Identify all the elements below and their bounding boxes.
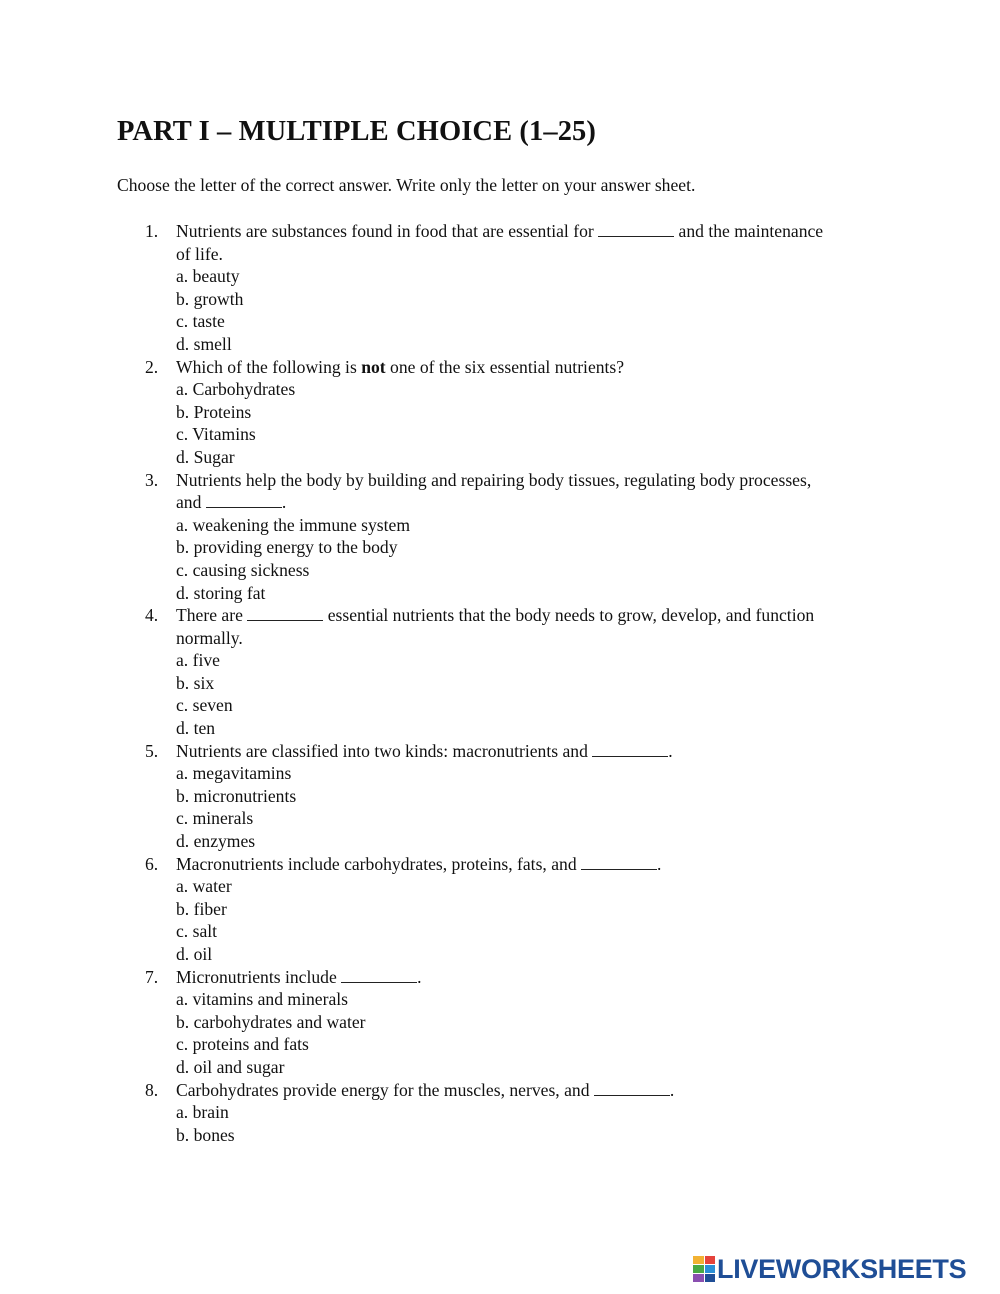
liveworksheets-logo-icon — [693, 1256, 715, 1282]
answer-blank — [247, 605, 323, 621]
answer-option: b. growth — [176, 288, 244, 309]
answer-option: d. smell — [176, 333, 232, 354]
answer-blank — [581, 854, 657, 870]
answer-option: a. brain — [176, 1102, 229, 1123]
answer-option: d. oil — [176, 944, 213, 964]
question-text-part: Carbohydrates provide energy for the muscles, nerves, and — [176, 1079, 594, 1100]
question-number: 3. — [145, 469, 159, 490]
question-text-part: . — [281, 492, 287, 513]
instructions: Choose the letter of the correct answer. Write only the letter on your answer sheet. — [117, 175, 696, 195]
answer-option: b. bones — [176, 1124, 235, 1145]
answer-option: c. causing sickness — [176, 559, 310, 580]
question-number: 6. — [145, 853, 159, 874]
answer-option: d. enzymes — [176, 831, 256, 852]
answer-option: c. Vitamins — [176, 424, 256, 445]
answer-option: b. carbohydrates and water — [176, 1011, 366, 1032]
page-title: PART I – MULTIPLE CHOICE (1–25) — [117, 116, 596, 147]
answer-option: a. megavitamins — [176, 763, 292, 784]
question-text-part: . — [417, 966, 422, 987]
question-number: 1. — [145, 221, 159, 241]
question-text — [176, 966, 836, 989]
answer-option: c. taste — [176, 311, 225, 332]
logo-text: LIVEWORKSHEETS — [717, 1254, 967, 1284]
question-text — [176, 740, 836, 763]
answer-option: a. beauty — [176, 266, 240, 287]
question-text-part: Which of the following is — [176, 356, 362, 377]
question-emphasis: not — [361, 356, 386, 377]
question-text — [176, 853, 836, 876]
question-list — [0, 220, 1000, 1146]
question-text — [176, 220, 836, 265]
question-item — [0, 356, 836, 469]
answer-blank — [341, 967, 417, 983]
question-text — [176, 469, 836, 514]
question-text-part: essential nutrients that the body needs to grow, develop, and function normally. — [176, 605, 815, 648]
answer-option: c. minerals — [176, 808, 254, 829]
question-number: 7. — [145, 966, 159, 987]
answer-blank — [592, 741, 668, 757]
answer-option: b. fiber — [176, 898, 227, 919]
question-number: 8. — [145, 1079, 159, 1100]
answer-option: c. proteins and fats — [176, 1034, 309, 1055]
question-text-part: . — [668, 740, 673, 761]
question-item — [0, 220, 836, 356]
question-item — [0, 740, 836, 853]
question-item — [0, 853, 836, 966]
answer-blank — [206, 492, 282, 508]
question-number: 5. — [145, 740, 159, 761]
answer-option: c. salt — [176, 921, 218, 942]
question-item — [0, 966, 836, 1079]
answer-option: a. five — [176, 650, 220, 671]
answer-option: d. oil and sugar — [176, 1056, 285, 1077]
answer-option: c. seven — [176, 695, 233, 716]
answer-option: b. providing energy to the body — [176, 537, 398, 558]
answer-blank — [598, 221, 674, 237]
answer-blank — [594, 1080, 670, 1096]
question-text-part: one of the six essential nutrients? — [385, 356, 625, 377]
answer-option: a. Carbohydrates — [176, 379, 296, 400]
liveworksheets-logo — [693, 1254, 966, 1284]
answer-option: d. ten — [176, 718, 216, 739]
question-text-part: Macronutrients include carbohydrates, proteins, fats, and — [176, 853, 582, 874]
question-text-part: . — [657, 853, 662, 874]
answer-option: b. six — [176, 672, 215, 693]
question-text — [176, 604, 836, 649]
question-text — [176, 1079, 836, 1102]
question-text-part: and the maintenance of life. — [176, 221, 824, 264]
question-item — [0, 604, 836, 740]
answer-option: a. vitamins and minerals — [176, 989, 348, 1010]
answer-option: d. storing fat — [176, 582, 266, 603]
question-text-part: Micronutrients include — [176, 966, 342, 987]
answer-option: d. Sugar — [176, 446, 235, 467]
question-item — [0, 1079, 836, 1147]
answer-option: b. Proteins — [176, 401, 252, 422]
question-item — [0, 469, 836, 605]
answer-option: b. micronutrients — [176, 785, 297, 806]
question-number: 4. — [145, 605, 159, 626]
question-text-part: Nutrients are substances found in food that are essential for — [176, 221, 599, 241]
question-text — [176, 356, 836, 379]
question-text-part: . — [669, 1079, 675, 1100]
question-number: 2. — [145, 356, 159, 377]
question-text-part: Nutrients help the body by building and repairing body tissues, regulating body processes, and — [176, 469, 812, 513]
answer-option: a. weakening the immune system — [176, 514, 411, 535]
answer-option: a. water — [176, 876, 232, 897]
question-text-part: There are — [176, 605, 248, 626]
question-text-part: Nutrients are classified into two kinds: macronutrients and — [176, 740, 593, 761]
